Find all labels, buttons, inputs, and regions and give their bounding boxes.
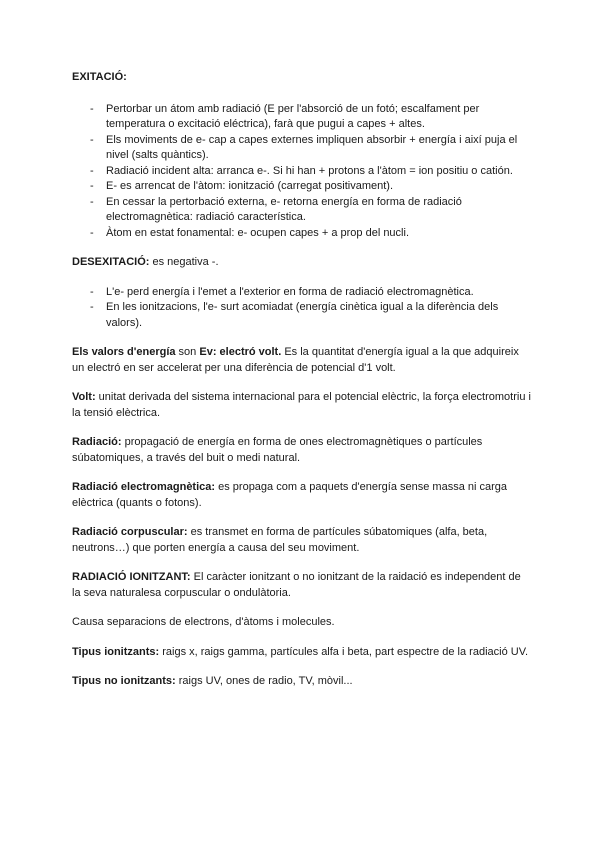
document-content	[72, 70, 532, 704]
list-item: - Àtom en estat fonamental: e- ocupen capes + a prop del nucli.	[72, 226, 532, 242]
valors-term: Els valors d'energía	[72, 346, 176, 358]
definition-text: unitat derivada del sistema internacional para el potencial elèctric, la força electromotriu i la tensió elèctrica.	[72, 391, 531, 419]
list-item: - En cessar la pertorbació externa, e- retorna energía en forma de radiació electromagnètica: radiació característica.	[72, 195, 532, 226]
tipus-text: raigs x, raigs gamma, partícules alfa i beta, part espectre de la radiació UV.	[159, 645, 529, 658]
definition-term: Radiació electromagnètica:	[72, 481, 216, 493]
desexcitacio-list	[72, 285, 532, 332]
definition-paragraph	[72, 435, 532, 466]
definition-text: El caràcter ionitzant o no ionitzant de la raidació es independent de la seva naturalesa corpuscular o ondulàtoria.	[72, 571, 521, 599]
definition-text: es propaga com a paquets d'energía sense massa ni carga elèctrica (quants o fotons).	[72, 481, 508, 509]
definition-paragraph	[72, 525, 532, 556]
definition-paragraph	[72, 390, 532, 421]
definition-text: propagació de energía en forma de ones electromagnètiques o partícules súbatomiques, a través del buit o medi natural.	[72, 436, 483, 464]
definition-paragraph	[72, 480, 532, 511]
list-item: - E- es arrencat de l'àtom: ionització (carregat positivament).	[72, 179, 532, 195]
valors-unit: Ev: electró volt.	[199, 346, 282, 358]
list-item: - Els moviments de e- cap a capes externes impliquen absorbir + energía i així puja el nivel (salts quàntics).	[72, 133, 532, 164]
valors-text-2: Es la quantitat d'energía igual a la que adquireix un electró en ser accelerat per una diferència de potencial d'1 volt.	[72, 346, 519, 374]
valors-text-1: son	[175, 346, 200, 358]
tipus-paragraph	[72, 674, 532, 690]
tipus-term: Tipus no ionitzants:	[72, 675, 176, 687]
desexcitacio-paragraph	[72, 255, 532, 271]
definition-text: es transmet en forma de partícules súbatomiques (alfa, beta, neutrons…) que porten energía a causa del seu moviment.	[72, 526, 488, 554]
tipus-paragraph	[72, 645, 532, 661]
list-item: - L'e- perd energía i l'emet a l'exterior en forma de radiació electromagnètica.	[72, 285, 532, 301]
desexcitacio-text: es negativa -.	[149, 256, 219, 268]
definition-term: Radiació corpuscular:	[72, 526, 188, 538]
desexcitacio-heading: DESEXITACIÓ:	[72, 256, 150, 268]
excitacio-list	[72, 102, 532, 242]
definition-paragraph	[72, 570, 532, 601]
list-item: - En les ionitzacions, l'e- surt acomiadat (energía cinètica igual a la diferència dels valors).	[72, 300, 532, 331]
causa-paragraph: Causa separacions de electrons, d'àtoms i molecules.	[72, 616, 335, 628]
list-item: - Radiació incident alta: arranca e-. Si hi han + protons a l'àtom = ion positiu o catión.	[72, 164, 532, 180]
valors-paragraph	[72, 345, 532, 376]
tipus-term: Tipus ionitzants:	[72, 645, 160, 658]
tipus-text: raigs UV, ones de radio, TV, mòvil...	[175, 675, 353, 687]
excitacio-heading: EXITACIÓ:	[72, 71, 127, 83]
definition-term: RADIACIÓ IONITZANT:	[72, 571, 191, 583]
definition-term: Volt:	[72, 391, 96, 403]
list-item: - Pertorbar un átom amb radiació (E per l'absorció de un fotó; escalfament per temperatura o excitació eléctrica), farà que pugui a capes + altes.	[72, 102, 532, 133]
definition-term: Radiació:	[72, 436, 122, 448]
